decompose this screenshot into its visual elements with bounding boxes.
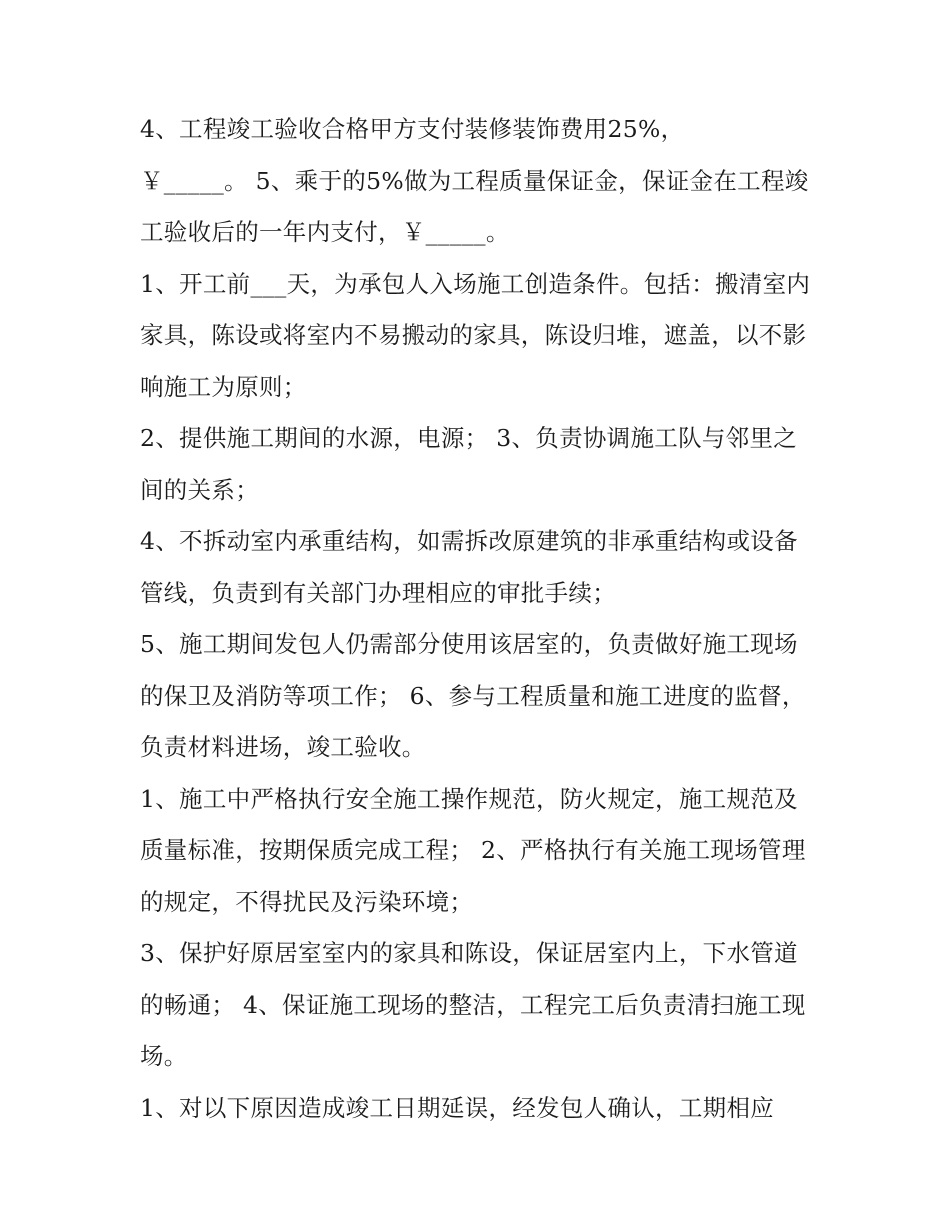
- paragraph-water-power: 2、提供施工期间的水源，电源； 3、负责协调施工队与邻里之间的关系；: [140, 424, 798, 504]
- paragraph-safety-rules: 1、施工中严格执行安全施工操作规范，防火规定，施工规范及质量标准，按期保质完成工程； 2、严格执行有关施工现场管理的规定，不得扰民及污染环境；: [140, 784, 806, 916]
- paragraph-quality-deposit: ￥_____。 5、乘于的5%做为工程质量保证金，保证金在工程竣工验收后的一年内支付，￥_____。: [140, 166, 809, 246]
- paragraph-structure: 4、不拆动室内承重结构，如需拆改原建筑的非承重结构或设备管线，负责到有关部门办理相应的审批手续；: [140, 527, 798, 607]
- paragraph-site-security: 5、施工期间发包人仍需部分使用该居室的，负责做好施工现场的保卫及消防等项工作； 6、参与工程质量和施工进度的监督，负责材料进场，竣工验收。: [140, 630, 806, 761]
- paragraph-site-preparation: 1、开工前___天，为承包人入场施工创造条件。包括：搬清室内家具，陈设或将室内不易搬动的家具，陈设归堆，遮盖，以不影响施工为原则；: [140, 269, 811, 401]
- paragraph-delay: 1、对以下原因造成竣工日期延误，经发包人确认，工期相应: [140, 1093, 775, 1122]
- paragraph-protect-furniture: 3、保护好原居室室内的家具和陈设，保证居室内上，下水管道的畅通； 4、保证施工现场的整洁，工程完工后负责清扫施工现场。: [140, 939, 806, 1070]
- paragraph-payment-25: 4、工程竣工验收合格甲方支付装修装饰费用25%，: [140, 115, 685, 143]
- document-body: [140, 104, 820, 1134]
